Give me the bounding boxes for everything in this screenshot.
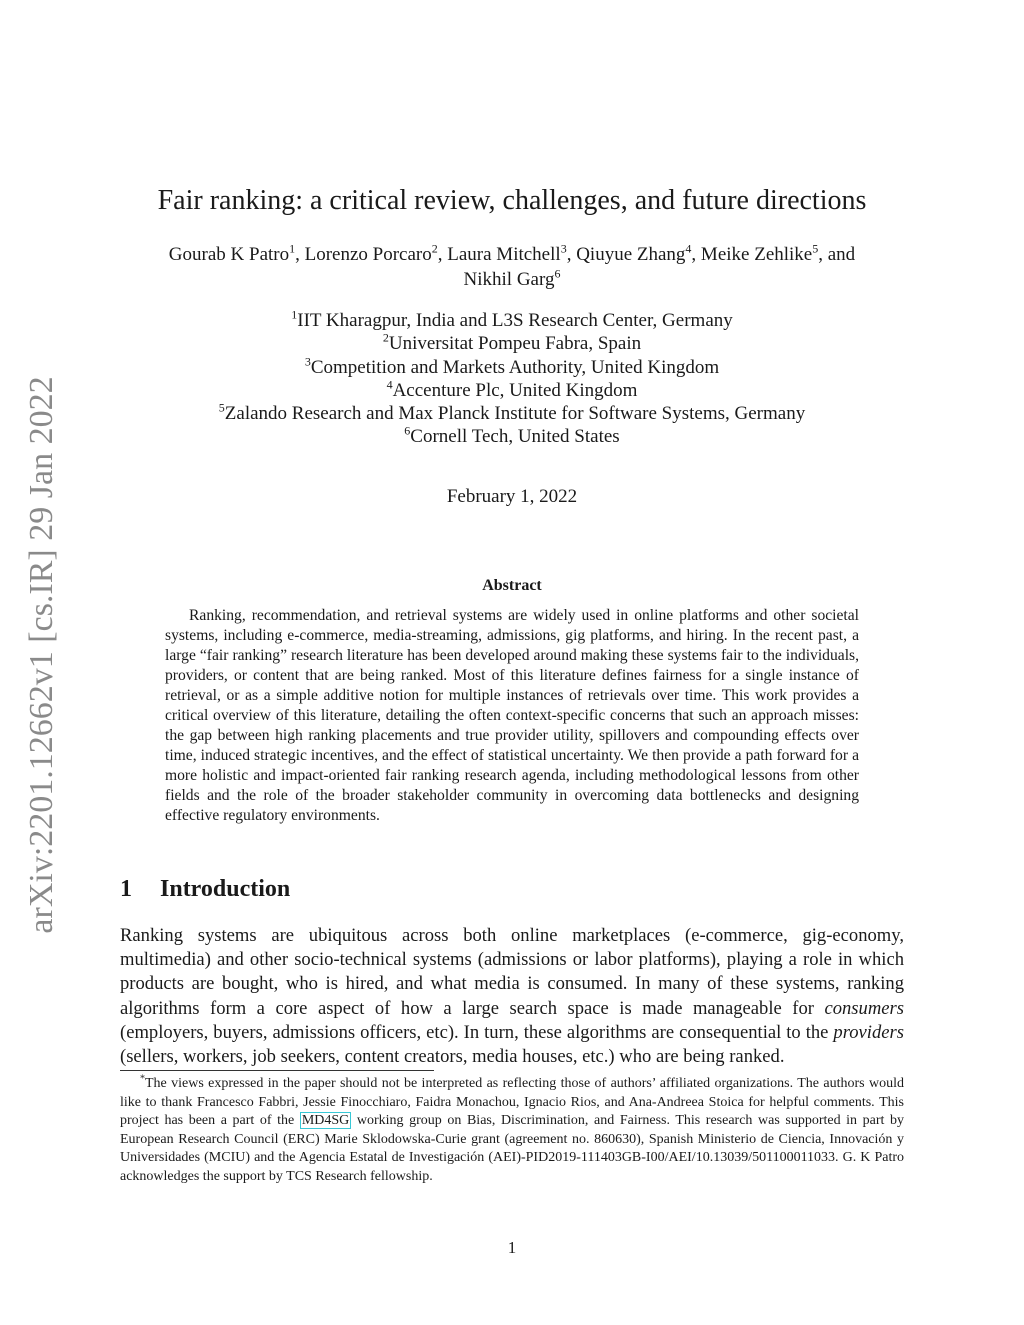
intro-paragraph: Ranking systems are ubiquitous across both online marketplaces (e-commerce, gig-economy, multimedia) and other socio-technical systems (admissions or labor platforms), playing a role in which products are bought, who is hired, and what media is consumed. In many of these systems, ranking algorithms form a core aspect of how a large search space is made manageable for consumers (employers, buyers, admissions officers, etc). In turn, these algorithms are consequential to the providers (sellers, workers, job seekers, content creators, media houses, etc.) who are being ranked. (120, 925, 904, 1068)
author: Laura Mitchell$^3$ (447, 241, 567, 265)
affiliation: $^4$Accenture Plc, United Kingdom (386, 377, 638, 401)
author: Meike Zehlike$^5$ (700, 241, 819, 265)
paper-title: Fair ranking: a critical review, challenges, and future directions (157, 185, 867, 216)
arxiv-identifier: arXiv:2201.12662v1 [cs.IR] 29 Jan 2022 (23, 376, 60, 934)
affiliation: $^5$Zalando Research and Max Planck Institute for Software Systems, Germany (218, 400, 806, 425)
footnote-mark: * (140, 1073, 145, 1085)
page-number: 1 (507, 1238, 517, 1257)
publication-date: February 1, 2022 (446, 486, 578, 507)
author-list: Gourab K Patro$^1$, Lorenzo Porcaro$^2$, Laura Mitchell$^3$, Qiuyue Zhang$^4$, Meike Zehlike$^5$, and Nikhil Garg$^6$ (168, 241, 856, 290)
abstract-heading: Abstract (482, 577, 542, 594)
author: Lorenzo Porcaro$^2$ (304, 241, 438, 265)
footnote-divider (120, 1070, 434, 1071)
arxiv-stamp (0, 0, 80, 1325)
author: Nikhil Garg$^6$ (463, 266, 561, 290)
author: Gourab K Patro$^1$ (168, 241, 296, 265)
section-number: 1 (120, 876, 132, 902)
affiliation: $^6$Cornell Tech, United States (404, 424, 620, 448)
section-heading (120, 876, 290, 903)
abstract-text: Ranking, recommendation, and retrieval systems are widely used in online platforms and other societal systems, including e-commerce, media-streaming, admissions, gig platforms, and hiring. In the recent past, a large “fair ranking” research literature has been developed around making these systems fair to the individuals, providers, or content that are being ranked. Most of this literature defines fairness for a single instance of retrieval, or as a simple additive notion for multiple instances of retrievals over time. This work provides a critical overview of this literature, detailing the often context-specific concerns that such an approach misses: the gap between high ranking placements and true provider utility, spillovers and compounding effects over time, induced strategic incentives, and the effect of statistical uncertainty. We then provide a path forward for a more holistic and impact-oriented fair ranking research agenda, including methodological lessons from other fields and the role of the broader stakeholder community in overcoming data bottlenecks and designing effective regulatory environments. (165, 607, 859, 824)
author: Qiuyue Zhang$^4$ (576, 241, 692, 265)
section-title: Introduction (160, 876, 291, 902)
md4sg-link[interactable]: MD4SG (301, 1113, 350, 1129)
footnote: *The views expressed in the paper should not be interpreted as reflecting those of authors’ affiliated organizations. The authors would like to thank Francesco Fabbri, Jessie Finocchiaro, Faidra Monachou, Ignacio Rios, and Ana-Andreea Stoica for helpful comments. This project has been a part of the MD4SG working group on Bias, Discrimination, and Fairness. This research was supported in part by European Research Council (ERC) Marie Sklodowska-Curie grant (agreement no. 860630), Spanish Ministerio de Ciencia, Innovación y Universidades (MCIU) and the Agencia Estatal de Investigación (AEI)-PID2019-111403GB-I00/AEI/10.13039/501100011033. G. K Patro acknowledges the support by TCS Research fellowship. (120, 1073, 904, 1184)
affiliation: $^1$IIT Kharagpur, India and L3S Research Center, Germany (291, 307, 733, 331)
affiliation-list (120, 309, 904, 449)
affiliation: $^2$Universitat Pompeu Fabra, Spain (382, 330, 642, 355)
affiliation: $^3$Competition and Markets Authority, United Kingdom (304, 354, 720, 378)
